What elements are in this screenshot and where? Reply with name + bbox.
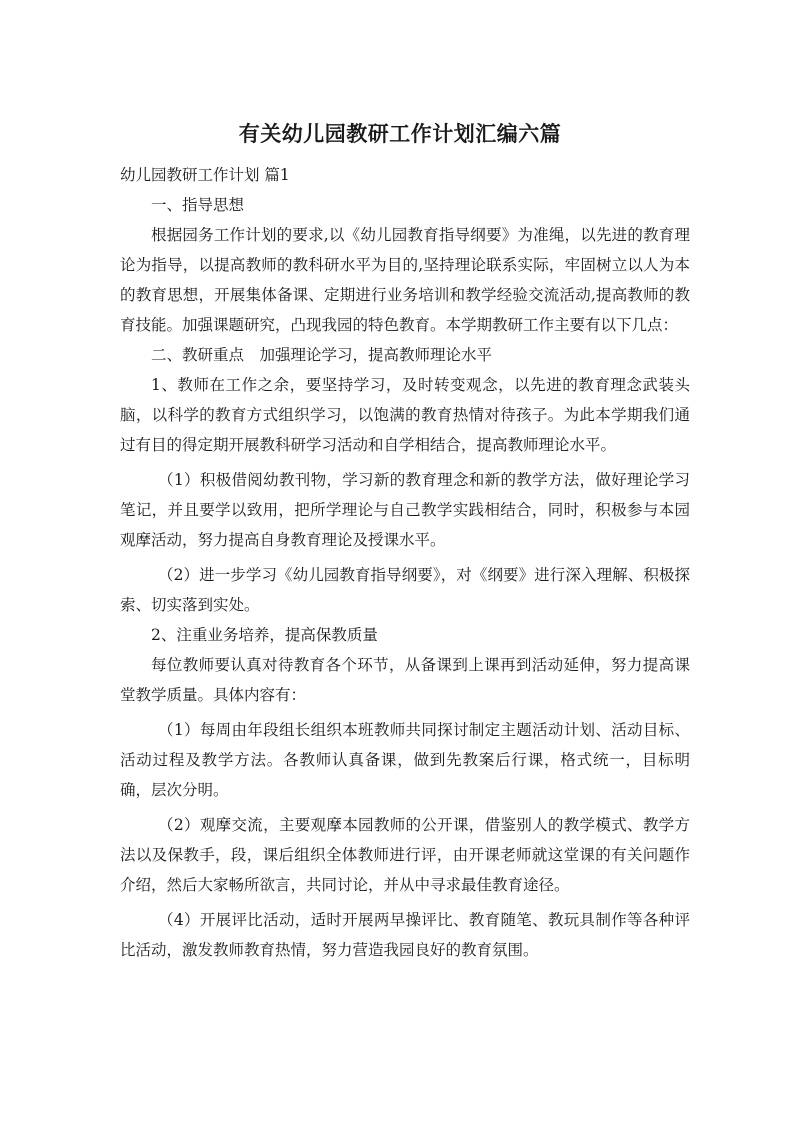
paragraph: 一、指导思想 [151, 196, 245, 214]
paragraph: （1）每周由年段组长组织本班教师共同探讨制定主题活动计划、活动目标、活动过程及教学方法。各教师认真备课，做到先教案后行课，格式统一，目标明确，层次分明。 [120, 721, 690, 799]
paragraph: 根据园务工作计划的要求,以《幼儿园教育指导纲要》为准绳，以先进的教育理论为指导，以提高教师的教科研水平为目的,坚持理论联系实际，牢固树立以人为本的教育思想，开展集体备课、定期进行业务培训和教学经验交流活动,提高教师的教育技能。加强课题研究，凸现我园的特色教育。本学期教研工作主要有以下几点： [120, 226, 690, 334]
paragraph: （4）开展评比活动，适时开展两早操评比、教育随笔、教玩具制作等各种评比活动，激发教师教育热情，努力营造我园良好的教育氛围。 [120, 911, 690, 959]
document-title: 有关幼儿园教研工作计划汇编六篇 [238, 122, 562, 146]
paragraph: （2）进一步学习《幼儿园教育指导纲要》，对《纲要》进行深入理解、积极探索、切实落到实处。 [120, 566, 690, 614]
paragraph: 二、教研重点 加强理论学习，提高教师理论水平 [151, 346, 493, 364]
section-heading: 幼儿园教研工作计划 篇1 [120, 166, 290, 184]
paragraph: （2）观摩交流，主要观摩本园教师的公开课，借鉴别人的教学模式、教学方法以及保教手，段，课后组织全体教师进行评，由开课老师就这堂课的有关问题作介绍，然后大家畅所欲言，共同讨论，并从中寻求最佳教育途径。 [120, 816, 690, 894]
paragraph: 1、教师在工作之余，要坚持学习，及时转变观念，以先进的教育理念武装头脑，以科学的教育方式组织学习，以饱满的教育热情对待孩子。为此本学期我们通过有目的得定期开展教科研学习活动和自学相结合，提高教师理论水平。 [120, 376, 690, 454]
paragraph: 每位教师要认真对待教育各个环节，从备课到上课再到活动延伸，努力提高课堂教学质量。具体内容有： [120, 656, 690, 704]
paragraph: （1）积极借阅幼教刊物，学习新的教育理念和新的教学方法，做好理论学习笔记，并且要学以致用，把所学理论与自己教学实践相结合，同时，积极参与本园观摩活动，努力提高自身教育理论及授课水平。 [120, 471, 690, 549]
paragraph: 2、注重业务培养，提高保教质量 [151, 626, 378, 644]
document-body [120, 160, 690, 965]
